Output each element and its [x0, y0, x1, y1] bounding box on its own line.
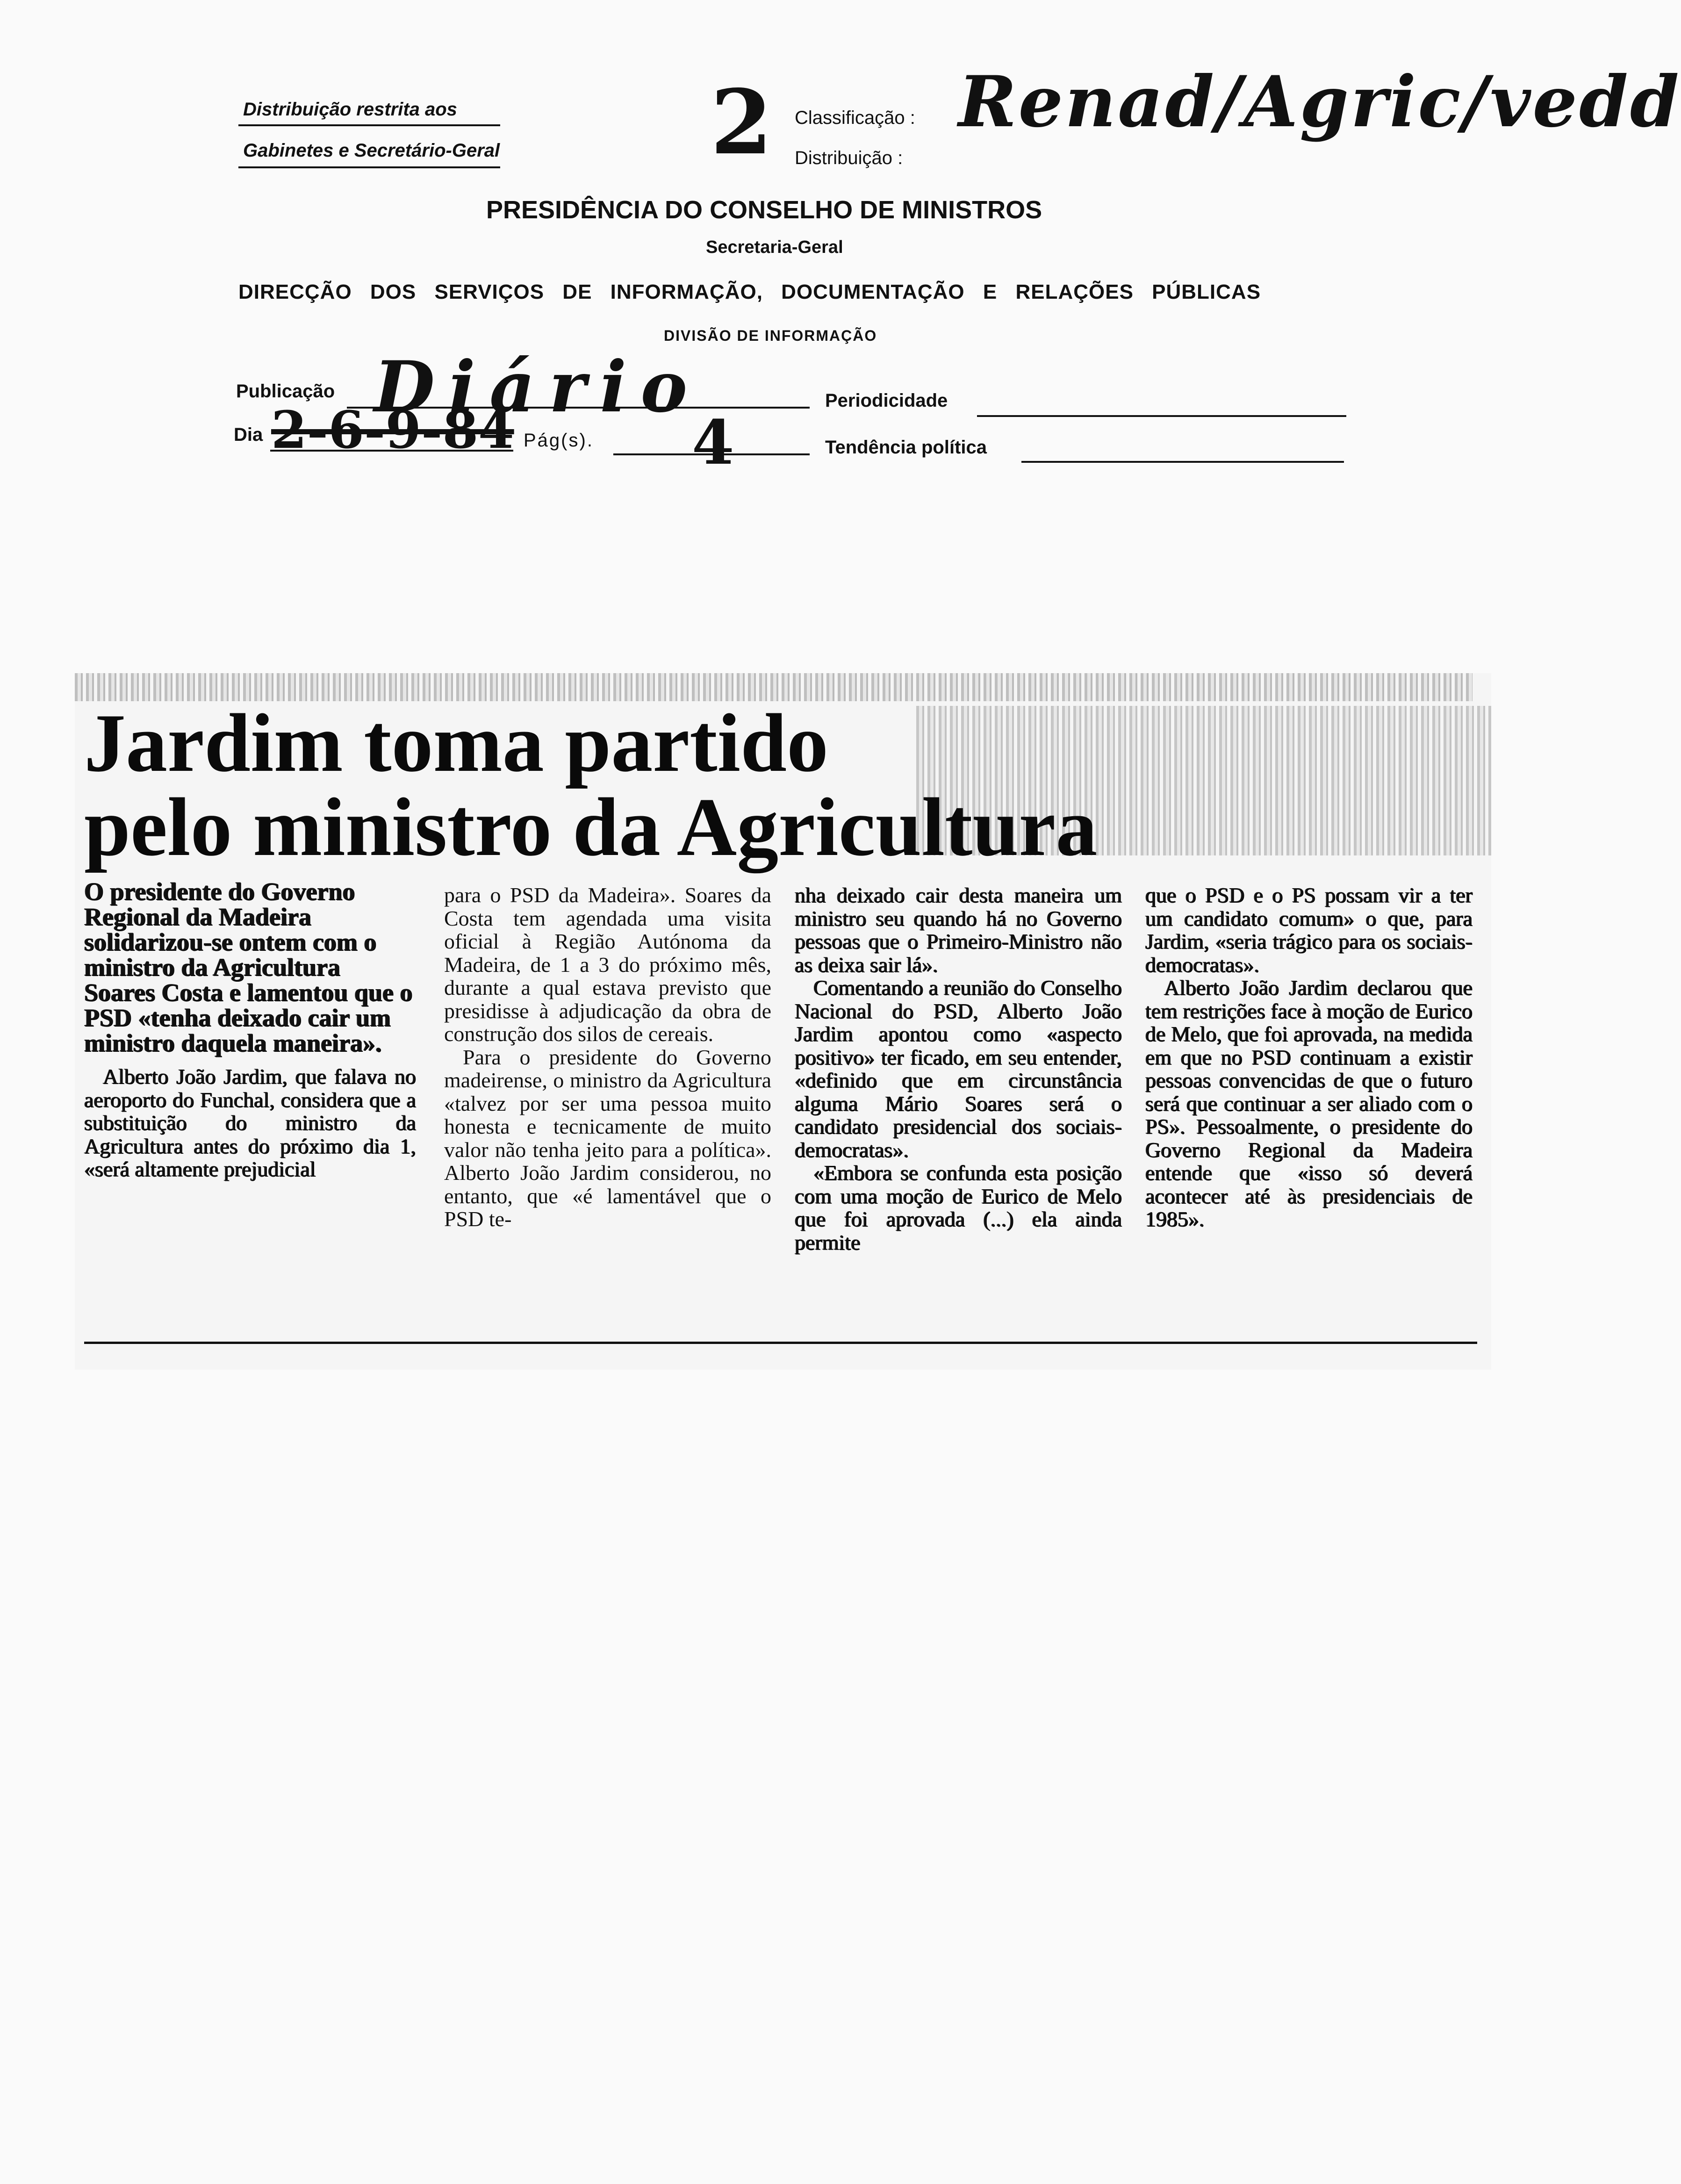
distribution-label: Distribuição : [795, 148, 903, 168]
handwritten-classification: Renad/Agric/vedd [958, 61, 1681, 143]
day-value: 2-6-9-84 [271, 400, 514, 460]
article-lead: O presidente do Governo Regional da Madeira solidarizou-se ontem com o ministro da Agricultura Soares Costa e lamentou que o PSD «tenha deixado cair um ministro daquela maneira». [84, 877, 413, 1057]
classification-label: Classificação : [795, 108, 915, 128]
article-col3-p2: Comentando a reunião do Conselho Nacional do PSD, Alberto João Jardim apontou como «aspecto positivo» ter ficado, em seu entender, «definido que em circunstância alguma Mário Soares será o candidato presidencial dos sociais-democratas». [795, 976, 1122, 1162]
presidency-title: PRESIDÊNCIA DO CONSELHO DE MINISTROS [486, 196, 1042, 224]
tendency-line [1021, 461, 1344, 463]
tendency-label: Tendência política [825, 437, 987, 458]
page-value: 4 [692, 407, 734, 478]
article-col3-p3: «Embora se confunda esta posição com uma moção de Eurico de Melo que foi aprovada (...) ela ainda permite [795, 1161, 1122, 1254]
secretariat-title: Secretaria-Geral [706, 237, 843, 257]
periodicity-line [977, 415, 1346, 417]
article-headline-line2: pelo ministro da Agricultura [84, 781, 1098, 873]
handwritten-number: 2 [711, 70, 773, 174]
periodicity-label: Periodicidade [825, 390, 948, 411]
restricted-distribution-line2: Gabinetes e Secretário-Geral [243, 140, 500, 161]
article-col3-p1: nha deixado cair desta maneira um ministro seu quando há no Governo pessoas que o Primeiro-Ministro não as deixa sair lá». [795, 883, 1122, 977]
day-label: Dia [234, 424, 263, 445]
publication-label: Publicação [236, 381, 335, 402]
clipping-bottom-rule [84, 1342, 1477, 1344]
article-col1-body: Alberto João Jardim, que falava no aeroporto do Funchal, considera que a substituição do ministro da Agricultura antes do próximo dia 1, «será altamente prejudicial [84, 1064, 416, 1181]
newspaper-clipping [75, 673, 1491, 1370]
article-col2-p1: para o PSD da Madeira». Soares da Costa tem agendada uma visita oficial à Região Autónoma da Madeira, de 1 a 3 do próximo mês, durante a qual estava previsto que presidisse à adjudicação da obra de construção dos silos de cereais. [444, 883, 771, 1046]
directorate-title: DIRECÇÃO DOS SERVIÇOS DE INFORMAÇÃO, DOCUMENTAÇÃO E RELAÇÕES PÚBLICAS [238, 280, 1261, 303]
article-col2-p2: Para o presidente do Governo madeirense, o ministro da Agricultura «talvez por ser uma pessoa muito honesta e tecnicamente de muito valor não tenha jeito para a política». Alberto João Jardim considerou, no entanto, que «é lamentável que o PSD te- [444, 1045, 771, 1231]
article-col4-p2: Alberto João Jardim declarou que tem restrições face à moção de Eurico de Melo, que foi aprovada, na medida em que no PSD continuam a existir pessoas convencidas de que o futuro será que continuar a ser aliado com o PS». Pessoalmente, o presidente do Governo Regional da Madeira entende que «isso só deverá acontecer até às presidenciais de 1985». [1145, 976, 1473, 1231]
division-title: DIVISÃO DE INFORMAÇÃO [664, 327, 877, 344]
article-headline-line1: Jardim toma partido [84, 697, 829, 789]
restricted-distribution-line1: Distribuição restrita aos [243, 99, 457, 120]
publication-value: Diário [374, 346, 702, 428]
article-column-3 [795, 884, 1122, 1337]
article-column-2 [444, 884, 771, 1337]
restricted-underline-2 [238, 166, 500, 168]
page-label: Pág(s). [524, 430, 594, 451]
restricted-underline-1 [238, 124, 500, 126]
article-column-1 [84, 879, 416, 1332]
article-column-4 [1145, 884, 1473, 1337]
article-col4-p1: que o PSD e o PS possam vir a ter um candidato comum» o que, para Jardim, «seria trágico para os sociais-democratas». [1145, 883, 1473, 977]
